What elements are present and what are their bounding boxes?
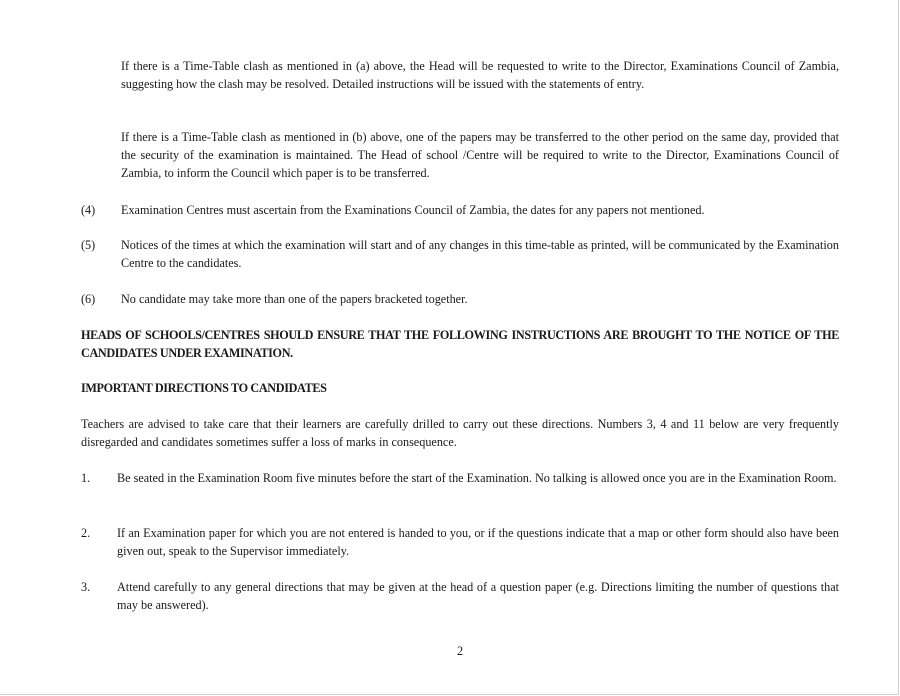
note-5-text: Notices of the times at which the examination will start and of any changes in this time-table as printed, will be communicated by the Examination Centre to the candidates. xyxy=(121,238,839,270)
note-5-number: (5) xyxy=(81,238,96,252)
intro-paragraph-clash-a: If there is a Time-Table clash as mentioned in (a) above, the Head will be requested to write to the Director, Examinations Council of Zambia, suggesting how the clash may be resolved. Detailed instructions will be issued with the statements of entry. xyxy=(121,59,839,91)
direction-3-text: Attend carefully to any general directions that may be given at the head of a question paper (e.g. Directions limiting the number of questions that may be answered). xyxy=(117,580,839,612)
note-4-number: (4) xyxy=(81,203,96,217)
direction-2-text: If an Examination paper for which you are not entered is handed to you, or if the questions indicate that a map or other form should also have been given out, speak to the Supervisor immediately. xyxy=(117,526,839,558)
page-number: 2 xyxy=(456,644,464,658)
direction-1-text: Be seated in the Examination Room five minutes before the start of the Examination. No talking is allowed once you are in the Examination Room. xyxy=(117,471,837,485)
direction-2-number: 2. xyxy=(81,526,91,540)
note-6-text: No candidate may take more than one of the papers bracketed together. xyxy=(121,292,468,306)
direction-3-number: 3. xyxy=(81,580,91,594)
intro-paragraph-clash-b: If there is a Time-Table clash as mentioned in (b) above, one of the papers may be transferred to the other period on the same day, provided that the security of the examination is maintained. The Head of school /Centre will be required to write to the Director, Examinations Council of Zambia, to inform the Council which paper is to be transferred. xyxy=(121,130,839,180)
note-6-number: (6) xyxy=(81,292,96,306)
direction-1-number: 1. xyxy=(81,471,91,485)
teachers-advice-paragraph: Teachers are advised to take care that their learners are carefully drilled to carry out these directions. Numbers 3, 4 and 11 below are very frequently disregarded and candidates sometimes suffer a loss of marks in consequence. xyxy=(81,417,839,449)
directions-heading: IMPORTANT DIRECTIONS TO CANDIDATES xyxy=(81,381,327,395)
note-4-text: Examination Centres must ascertain from the Examinations Council of Zambia, the dates for any papers not mentioned. xyxy=(121,203,705,217)
heads-of-schools-notice: HEADS OF SCHOOLS/CENTRES SHOULD ENSURE THAT THE FOLLOWING INSTRUCTIONS ARE BROUGHT TO THE NOTICE OF THE CANDIDATES UNDER EXAMINATION. xyxy=(81,328,839,360)
